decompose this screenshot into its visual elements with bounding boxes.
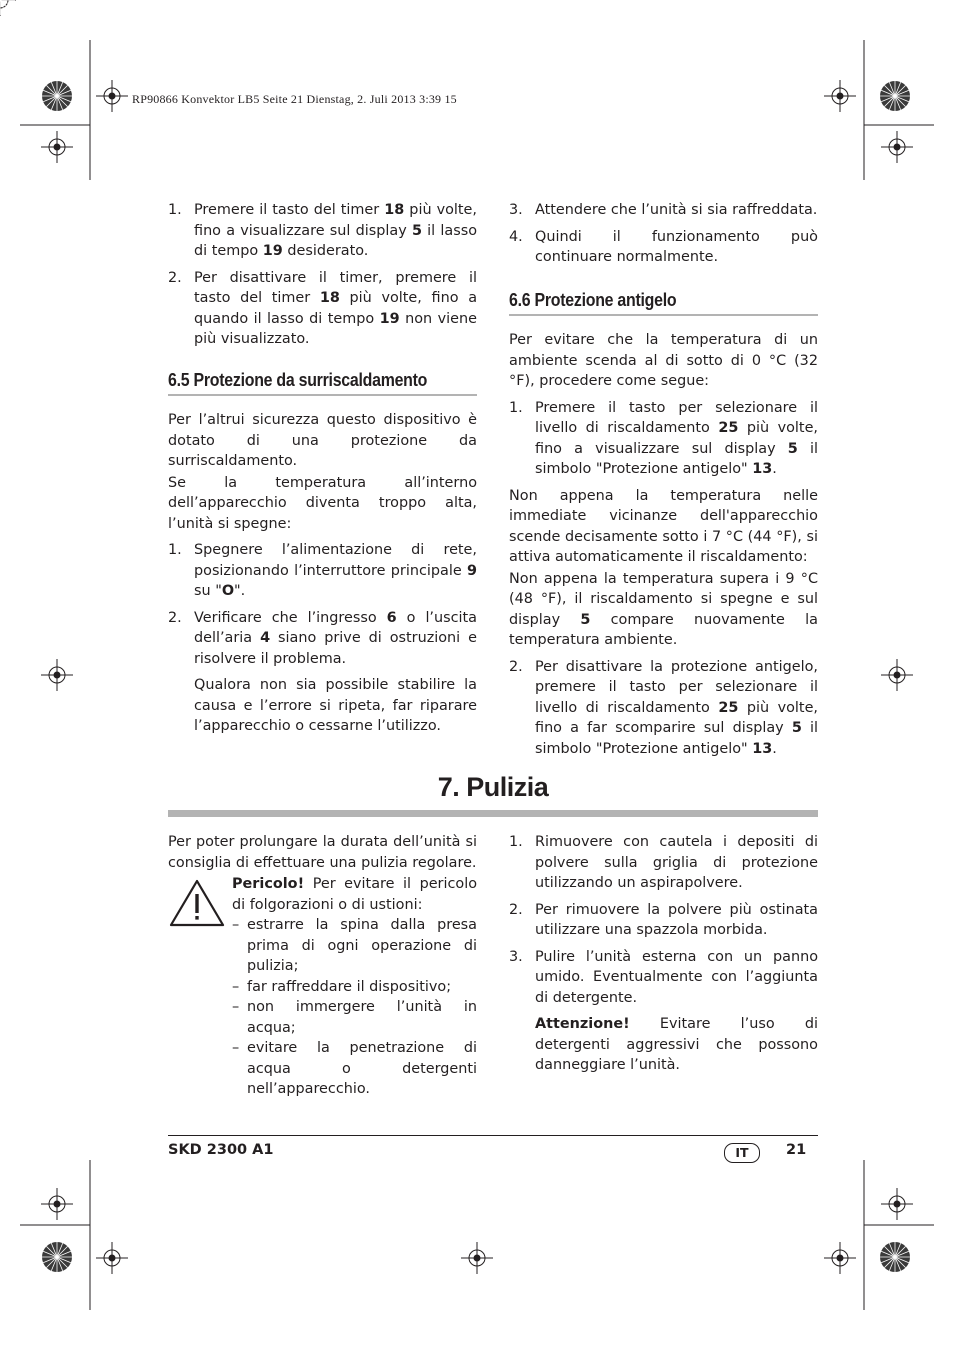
attention-note: Attenzione! Evitare l’uso di detergenti aggressivi che possono danneggiare l’unità. — [535, 1016, 818, 1073]
model-number: SKD 2300 A1 — [168, 1142, 274, 1158]
page-number: 21 — [786, 1142, 807, 1158]
list-item: 1. Rimuovere con cautela i depositi di polvere sulla griglia di protezione utilizzando un aspirapolvere. — [509, 834, 818, 891]
chapter-heading: 7. Pulizia — [437, 772, 549, 802]
danger-warning: Pericolo! Per evitare il pericolo di folgorazioni o di ustioni: – estrarre la spina dalla presa prima di ogni operazione di pulizia; – far raffreddare il dispositivo; – non immergere l’unità in acqua; – evitare la penetrazione di acqua o detergenti nell’apparecchio. — [168, 874, 477, 1100]
cleaning-left-column — [168, 832, 477, 1100]
list-item: 2. Per disattivare la protezione antigelo, premere il tasto per selezionare il livello di riscaldamento 25 più volte, fino a far scomparire sul display 5 il simbolo "Protezione antigelo" 13. — [509, 658, 818, 757]
paragraph: Non appena la temperatura supera i 9 °C (48 °F), il riscaldamento si spegne e sul display 5 compare nuovamente la temperatura ambiente. — [509, 570, 818, 648]
list-item: 2. Per rimuovere la polvere più ostinata utilizzare una spazzola morbida. — [509, 901, 818, 938]
paragraph: Per evitare che la temperatura di un ambiente scenda al di sotto di 0 °C (32 °F), procedere come segue: — [509, 332, 818, 389]
paragraph: Per poter prolungare la durata dell’unità si consiglia di effettuare una pulizia regolare. — [168, 834, 477, 871]
paragraph: Se la temperatura all’interno dell’apparecchio diventa troppo alta, l’unità si spegne: — [168, 474, 477, 532]
footer-rule — [168, 1135, 818, 1136]
cleaning-right-column — [509, 832, 818, 1082]
list-item: 3. Pulire l’unità esterna con un panno umido. Eventualmente con l’aggiunta di detergente. — [509, 948, 818, 1006]
list-item: 1. Premere il tasto per selezionare il livello di riscaldamento 25 più volte, fino a visualizzare sul display 5 il simbolo "Protezione antigelo" 13. — [509, 399, 818, 477]
list-item: 1. Spegnere l’alimentazione di rete, posizionando l’interruttore principale 9 su "O". — [168, 542, 477, 599]
list-item: 1. Premere il tasto del timer 18 più volte, fino a visualizzare sul display 5 il lasso di tempo 19 desiderato. — [168, 202, 477, 259]
dash-item: – evitare la penetrazione di acqua o detergenti nell’apparecchio. — [232, 1040, 477, 1097]
list-item: 2. Per disattivare il timer, premere il tasto del timer 18 più volte, fino a quando il lasso di tempo 19 non viene più visualizzato. — [168, 269, 478, 347]
paragraph: Non appena la temperatura nelle immediate vicinanze dell'apparecchio scende decisamente sotto i 7 °C (44 °F), si attiva automaticamente il riscaldamento: — [509, 487, 818, 565]
section-heading-6-6: 6.6 Protezione antigelo — [509, 290, 818, 317]
note-paragraph: Qualora non sia possibile stabilire la causa e l’errore si ripeta, far riparare l’apparecchio o cessarne l’utilizzo. — [194, 677, 477, 734]
dash-item: – non immergere l’unità in acqua; — [232, 999, 477, 1036]
print-slug: RP90866 Konvektor LB5 Seite 21 Dienstag, 2. Juli 2013 3:39 15 — [132, 92, 457, 106]
section-heading-6-5: 6.5 Protezione da surriscaldamento — [168, 370, 477, 397]
right-column — [509, 200, 818, 765]
list-item: 2. Verificare che l’ingresso 6 o l’uscita dell’aria 4 siano prive di ostruzioni e risolvere il problema. — [168, 609, 477, 667]
list-item: 3. Attendere che l’unità si sia raffreddata. — [509, 202, 818, 218]
list-item: 4. Quindi il funzionamento può continuare normalmente. — [509, 228, 818, 265]
warning-triangle-icon — [168, 878, 226, 928]
left-column — [168, 200, 477, 743]
paragraph: Per l’altrui sicurezza questo dispositivo è dotato di una protezione da surriscaldamento. — [168, 412, 477, 469]
dash-item: – far raffreddare il dispositivo; — [232, 978, 452, 995]
dash-item: – estrarre la spina dalla presa prima di ogni operazione di pulizia; — [232, 917, 477, 974]
chapter-heading-bar — [168, 810, 818, 817]
language-badge: IT — [724, 1143, 760, 1163]
